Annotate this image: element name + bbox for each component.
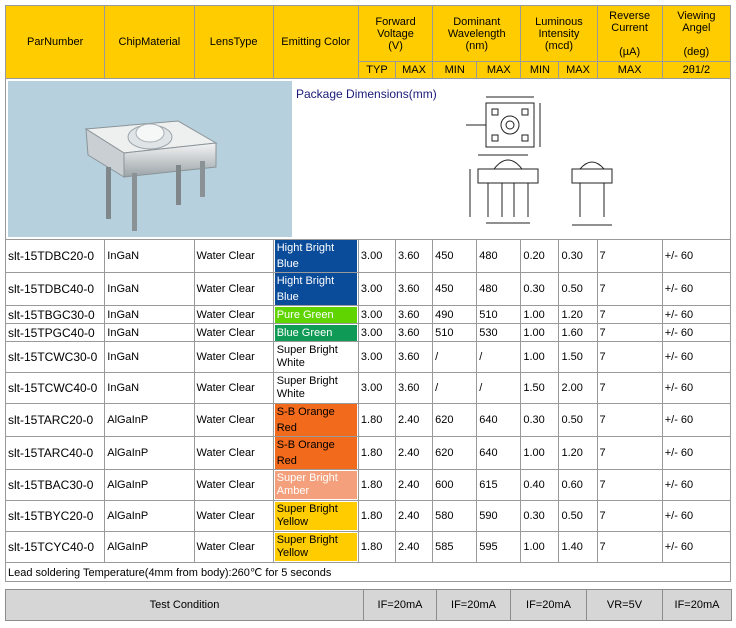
- viewing-angle-cell: +/- 60: [662, 240, 730, 273]
- reverse-current-max-cell: 7: [597, 342, 662, 373]
- lens-type-cell: Water Clear: [194, 240, 273, 273]
- table-row: [6, 240, 731, 273]
- lens-type-cell: Water Clear: [194, 437, 273, 470]
- reverse-current-max-cell: 7: [597, 532, 662, 563]
- col-header-dominant-wavelength: [433, 6, 521, 62]
- package-dimensions-title: Package Dimensions(mm): [296, 87, 437, 101]
- chip-material-cell: AlGaInP: [105, 437, 194, 470]
- table-row: [6, 273, 731, 306]
- lens-type-cell: Water Clear: [194, 306, 273, 324]
- intensity-min-cell: 0.30: [521, 501, 559, 532]
- col-header-forward-voltage: [358, 6, 432, 62]
- forward-voltage-max-cell: 3.60: [396, 324, 433, 342]
- viewing-angle-cell: +/- 60: [662, 373, 730, 404]
- intensity-max-cell: 2.00: [559, 373, 597, 404]
- reverse-current-max-cell: 7: [597, 470, 662, 501]
- test-condition-table: [5, 589, 732, 621]
- forward-voltage-unit: (V): [388, 39, 403, 52]
- test-condition-intensity: IF=20mA: [511, 590, 587, 621]
- chip-material-cell: InGaN: [105, 373, 194, 404]
- emitting-color-label: Hight Bright Blue: [275, 240, 357, 272]
- wavelength-max-cell: /: [477, 373, 521, 404]
- reverse-current-max-cell: 7: [597, 404, 662, 437]
- table-row: [6, 470, 731, 501]
- lens-type-cell: Water Clear: [194, 501, 273, 532]
- intensity-max-cell: 0.50: [559, 404, 597, 437]
- soldering-note: Lead soldering Temperature(4mm from body):260℃ for 5 seconds: [6, 563, 731, 582]
- table-row: [6, 306, 731, 324]
- wavelength-max-cell: 640: [477, 404, 521, 437]
- luminous-intensity-label: Luminous Intensity: [535, 15, 583, 40]
- viewing-angle-cell: +/- 60: [662, 501, 730, 532]
- col-header-luminous-intensity: [521, 6, 597, 62]
- forward-voltage-max-cell: 2.40: [396, 470, 433, 501]
- subheader-cell: MAX: [396, 62, 433, 79]
- emitting-color-cell: [273, 532, 358, 563]
- forward-voltage-max-cell: 3.60: [396, 273, 433, 306]
- chip-material-cell: InGaN: [105, 306, 194, 324]
- dominant-wavelength-unit: (nm): [465, 39, 489, 52]
- chip-material-cell: InGaN: [105, 273, 194, 306]
- wavelength-max-cell: 480: [477, 273, 521, 306]
- led-product-photo: [8, 81, 292, 237]
- reverse-current-label: Reverse Current: [609, 9, 651, 34]
- lens-type-cell: Water Clear: [194, 324, 273, 342]
- chip-material-cell: InGaN: [105, 342, 194, 373]
- chip-material-cell: AlGaInP: [105, 532, 194, 563]
- table-row: [6, 532, 731, 563]
- part-number-cell: slt-15TBAC30-0: [6, 470, 105, 501]
- forward-voltage-max-cell: 2.40: [396, 532, 433, 563]
- col-header-lens-type: LensType: [194, 6, 273, 79]
- forward-voltage-max-cell: 2.40: [396, 404, 433, 437]
- emitting-color-cell: [273, 437, 358, 470]
- chip-material-cell: AlGaInP: [105, 501, 194, 532]
- emitting-color-label: Super Bright Yellow: [275, 533, 357, 561]
- forward-voltage-max-cell: 3.60: [396, 342, 433, 373]
- col-header-chip-material: ChipMaterial: [105, 6, 194, 79]
- reverse-current-max-cell: 7: [597, 437, 662, 470]
- part-number-cell: slt-15TDBC20-0: [6, 240, 105, 273]
- emitting-color-label: Blue Green: [275, 325, 357, 341]
- table-row: [6, 342, 731, 373]
- part-number-cell: slt-15TDBC40-0: [6, 273, 105, 306]
- test-condition-forward-voltage: IF=20mA: [364, 590, 437, 621]
- intensity-max-cell: 1.40: [559, 532, 597, 563]
- table-row: [6, 501, 731, 532]
- intensity-min-cell: 1.00: [521, 532, 559, 563]
- forward-voltage-typ-cell: 1.80: [358, 437, 395, 470]
- intensity-min-cell: 1.00: [521, 306, 559, 324]
- viewing-angle-label: Viewing Angel: [677, 9, 716, 34]
- forward-voltage-typ-cell: 3.00: [358, 373, 395, 404]
- lens-type-cell: Water Clear: [194, 532, 273, 563]
- emitting-color-label: Super Bright Amber: [275, 471, 357, 499]
- emitting-color-label: Super Bright White: [275, 343, 357, 371]
- forward-voltage-label: Forward Voltage: [375, 15, 416, 40]
- emitting-color-cell: [273, 373, 358, 404]
- lens-type-cell: Water Clear: [194, 373, 273, 404]
- emitting-color-cell: [273, 324, 358, 342]
- subheader-cell: MAX: [477, 62, 521, 79]
- part-number-cell: slt-15TCWC30-0: [6, 342, 105, 373]
- intensity-min-cell: 1.50: [521, 373, 559, 404]
- subheader-cell: MIN: [433, 62, 477, 79]
- part-number-cell: slt-15TARC40-0: [6, 437, 105, 470]
- wavelength-min-cell: 585: [433, 532, 477, 563]
- forward-voltage-max-cell: 3.60: [396, 306, 433, 324]
- lens-type-cell: Water Clear: [194, 470, 273, 501]
- emitting-color-cell: [273, 240, 358, 273]
- col-header-reverse-current: [597, 6, 662, 62]
- intensity-max-cell: 1.20: [559, 306, 597, 324]
- part-number-cell: slt-15TCYC40-0: [6, 532, 105, 563]
- emitting-color-cell: [273, 501, 358, 532]
- intensity-max-cell: 0.50: [559, 501, 597, 532]
- part-number-cell: slt-15TCWC40-0: [6, 373, 105, 404]
- reverse-current-max-cell: 7: [597, 373, 662, 404]
- subheader-cell: MAX: [559, 62, 597, 79]
- emitting-color-label: S-B Orange Red: [275, 404, 357, 436]
- wavelength-min-cell: 580: [433, 501, 477, 532]
- wavelength-max-cell: 480: [477, 240, 521, 273]
- wavelength-max-cell: /: [477, 342, 521, 373]
- viewing-angle-cell: +/- 60: [662, 470, 730, 501]
- intensity-min-cell: 1.00: [521, 342, 559, 373]
- wavelength-min-cell: 600: [433, 470, 477, 501]
- col-header-emitting-color: Emitting Color: [273, 6, 358, 79]
- dominant-wavelength-label: Dominant Wavelength: [447, 15, 506, 40]
- test-condition-viewing-angle: IF=20mA: [663, 590, 732, 621]
- chip-material-cell: InGaN: [105, 240, 194, 273]
- forward-voltage-typ-cell: 3.00: [358, 240, 395, 273]
- emitting-color-cell: [273, 342, 358, 373]
- reverse-current-max-cell: 7: [597, 273, 662, 306]
- luminous-intensity-unit: (mcd): [544, 39, 573, 52]
- reverse-current-unit: (µA): [619, 45, 641, 58]
- viewing-angle-unit: (deg): [683, 45, 710, 58]
- intensity-min-cell: 0.30: [521, 273, 559, 306]
- table-row: [6, 324, 731, 342]
- chip-material-cell: AlGaInP: [105, 470, 194, 501]
- intensity-min-cell: 0.30: [521, 404, 559, 437]
- forward-voltage-max-cell: 3.60: [396, 240, 433, 273]
- subheader-cell: TYP: [358, 62, 395, 79]
- forward-voltage-typ-cell: 3.00: [358, 306, 395, 324]
- subheader-cell: MAX: [597, 62, 662, 79]
- viewing-angle-cell: +/- 60: [662, 532, 730, 563]
- forward-voltage-typ-cell: 3.00: [358, 273, 395, 306]
- chip-material-cell: InGaN: [105, 324, 194, 342]
- subheader-cell: 2θ1/2: [662, 62, 730, 79]
- forward-voltage-max-cell: 2.40: [396, 437, 433, 470]
- wavelength-min-cell: /: [433, 342, 477, 373]
- forward-voltage-typ-cell: 1.80: [358, 470, 395, 501]
- forward-voltage-max-cell: 3.60: [396, 373, 433, 404]
- emitting-color-cell: [273, 404, 358, 437]
- intensity-min-cell: 1.00: [521, 437, 559, 470]
- viewing-angle-cell: +/- 60: [662, 273, 730, 306]
- test-condition-reverse-current: VR=5V: [587, 590, 663, 621]
- lens-type-cell: Water Clear: [194, 342, 273, 373]
- forward-voltage-typ-cell: 3.00: [358, 324, 395, 342]
- intensity-max-cell: 0.60: [559, 470, 597, 501]
- forward-voltage-typ-cell: 3.00: [358, 342, 395, 373]
- emitting-color-cell: [273, 470, 358, 501]
- wavelength-max-cell: 595: [477, 532, 521, 563]
- emitting-color-cell: [273, 273, 358, 306]
- reverse-current-max-cell: 7: [597, 501, 662, 532]
- viewing-angle-cell: +/- 60: [662, 342, 730, 373]
- package-panel: [6, 79, 731, 240]
- intensity-max-cell: 1.50: [559, 342, 597, 373]
- emitting-color-label: S-B Orange Red: [275, 437, 357, 469]
- forward-voltage-typ-cell: 1.80: [358, 404, 395, 437]
- wavelength-min-cell: 450: [433, 273, 477, 306]
- reverse-current-max-cell: 7: [597, 306, 662, 324]
- chip-material-cell: AlGaInP: [105, 404, 194, 437]
- emitting-color-label: Pure Green: [275, 307, 357, 323]
- forward-voltage-max-cell: 2.40: [396, 501, 433, 532]
- table-row: [6, 437, 731, 470]
- col-header-part-number: ParNumber: [6, 6, 105, 79]
- wavelength-min-cell: 620: [433, 437, 477, 470]
- wavelength-min-cell: 450: [433, 240, 477, 273]
- col-header-viewing-angle: [662, 6, 730, 62]
- intensity-min-cell: 0.40: [521, 470, 559, 501]
- emitting-color-label: Super Bright White: [275, 374, 357, 402]
- table-row: [6, 373, 731, 404]
- test-condition-label: Test Condition: [6, 590, 364, 621]
- wavelength-max-cell: 640: [477, 437, 521, 470]
- viewing-angle-cell: +/- 60: [662, 404, 730, 437]
- intensity-max-cell: 1.20: [559, 437, 597, 470]
- viewing-angle-cell: +/- 60: [662, 324, 730, 342]
- test-condition-wavelength: IF=20mA: [437, 590, 511, 621]
- wavelength-min-cell: 510: [433, 324, 477, 342]
- emitting-color-cell: [273, 306, 358, 324]
- viewing-angle-cell: +/- 60: [662, 437, 730, 470]
- part-number-cell: slt-15TBGC30-0: [6, 306, 105, 324]
- led-spec-table: [5, 5, 731, 582]
- intensity-min-cell: 0.20: [521, 240, 559, 273]
- reverse-current-max-cell: 7: [597, 240, 662, 273]
- part-number-cell: slt-15TARC20-0: [6, 404, 105, 437]
- package-dimension-drawing: [456, 89, 618, 235]
- wavelength-max-cell: 590: [477, 501, 521, 532]
- part-number-cell: slt-15TPGC40-0: [6, 324, 105, 342]
- wavelength-max-cell: 530: [477, 324, 521, 342]
- forward-voltage-typ-cell: 1.80: [358, 501, 395, 532]
- intensity-min-cell: 1.00: [521, 324, 559, 342]
- wavelength-max-cell: 615: [477, 470, 521, 501]
- part-number-cell: slt-15TBYC20-0: [6, 501, 105, 532]
- lens-type-cell: Water Clear: [194, 273, 273, 306]
- intensity-max-cell: 0.50: [559, 273, 597, 306]
- viewing-angle-cell: +/- 60: [662, 306, 730, 324]
- wavelength-min-cell: 490: [433, 306, 477, 324]
- wavelength-min-cell: /: [433, 373, 477, 404]
- emitting-color-label: Hight Bright Blue: [275, 273, 357, 305]
- intensity-max-cell: 0.30: [559, 240, 597, 273]
- subheader-cell: MIN: [521, 62, 559, 79]
- wavelength-max-cell: 510: [477, 306, 521, 324]
- wavelength-min-cell: 620: [433, 404, 477, 437]
- lens-type-cell: Water Clear: [194, 404, 273, 437]
- forward-voltage-typ-cell: 1.80: [358, 532, 395, 563]
- table-row: [6, 404, 731, 437]
- emitting-color-label: Super Bright Yellow: [275, 502, 357, 530]
- reverse-current-max-cell: 7: [597, 324, 662, 342]
- intensity-max-cell: 1.60: [559, 324, 597, 342]
